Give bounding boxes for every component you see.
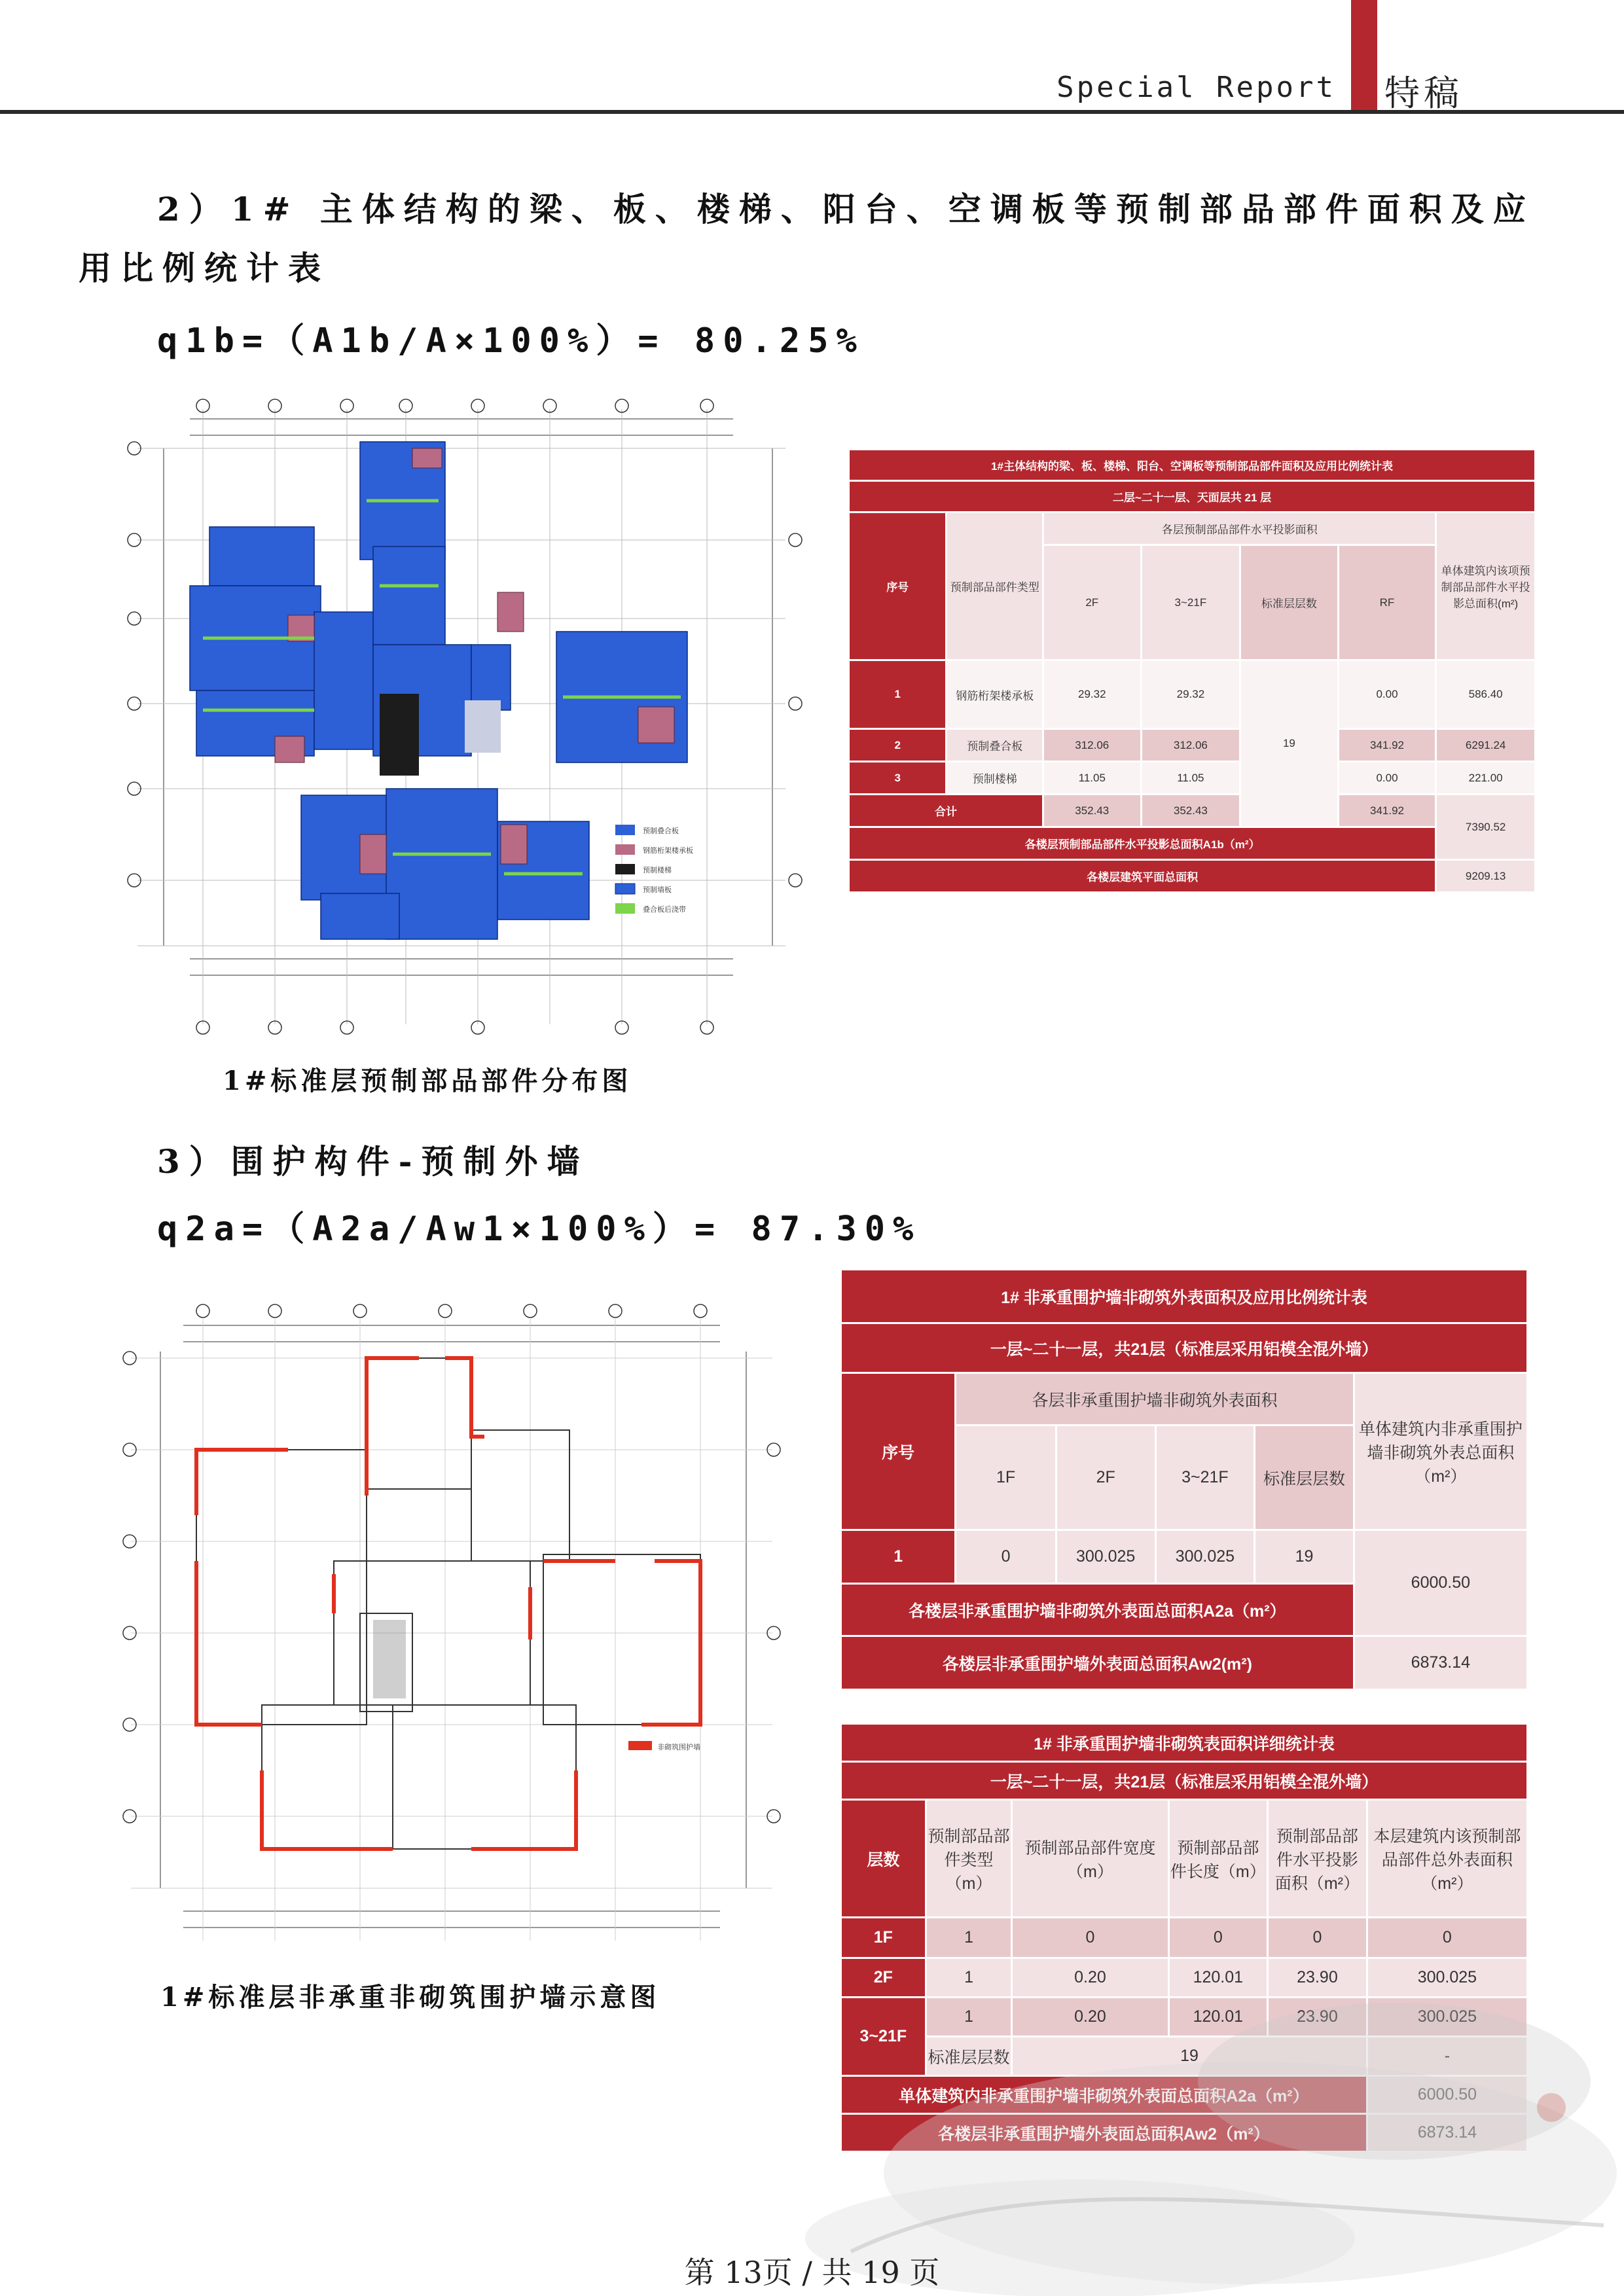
section2-formula: q1b=（A1b/A×100%）= 80.25%: [157, 321, 865, 361]
wall-col-group: 各层非承重围护墙非砌筑外表面积: [956, 1373, 1354, 1426]
wall-table-title: 1# 非承重围护墙非砌筑外表面积及应用比例统计表: [841, 1270, 1528, 1323]
table-row: 3 预制楼梯 11.05 11.05 0.00 221.00: [849, 762, 1536, 795]
wall-plan-legend-swatch: [628, 1741, 652, 1750]
page-number: 第 13页 / 共 19 页: [684, 2255, 940, 2290]
detail-col-width: 预制部品部件宽度（m）: [1012, 1800, 1168, 1918]
wall-col-321f: 3~21F: [1155, 1426, 1255, 1530]
header-section-en: Special Report: [1056, 71, 1336, 104]
svg-text:钢筋桁架楼承板: 钢筋桁架楼承板: [643, 846, 693, 855]
prefab-col-total: 单体建筑内该项预制部品部件水平投影总面积(m²): [1436, 512, 1536, 660]
prefab-col-std: 标准层层数: [1240, 545, 1338, 660]
watermark-drawing: [753, 1833, 1624, 2296]
detail-a2a-label: 单体建筑内非承重围护墙非砌筑外表面总面积A2a（m²）: [841, 2076, 1367, 2114]
wall-plan-drawing: [118, 1299, 785, 1954]
prefab-a-value: 9209.13: [1436, 860, 1536, 893]
wall-col-seq: 序号: [841, 1373, 956, 1530]
wall-col-1f: 1F: [956, 1426, 1056, 1530]
prefab-col-type: 预制部品部件类型: [947, 512, 1043, 660]
wall-area-table: [840, 1268, 1528, 1691]
detail-std-label: 标准层层数: [926, 2037, 1012, 2076]
table-row: 1F 1 0 0 0 0: [841, 1918, 1528, 1958]
section2-heading: 2）1# 主体结构的梁、板、楼梯、阳台、空调板等预制部品部件面积及应用比例统计表: [79, 190, 1535, 287]
header-section-cn: 特稿: [1384, 73, 1463, 114]
detail-col-length: 预制部品部件长度（m）: [1168, 1800, 1268, 1918]
section3-formula: q2a=（A2a/Aw1×100%）= 87.30%: [157, 1210, 922, 1249]
wall-a2a-label: 各楼层非承重围护墙非砌筑外表面总面积A2a（m²）: [841, 1584, 1354, 1636]
wall-aw2-value: 6873.14: [1354, 1636, 1527, 1690]
svg-text:预制叠合板: 预制叠合板: [643, 827, 679, 835]
prefab-col-2f: 2F: [1043, 545, 1141, 660]
wall-col-2f: 2F: [1056, 1426, 1155, 1530]
section3-figure-caption: 1#标准层非承重非砌筑围护墙示意图: [160, 1982, 660, 2013]
header-accent-bar: [1351, 0, 1377, 113]
detail-std-value: 19: [1012, 2037, 1367, 2076]
prefab-col-321f: 3~21F: [1141, 545, 1240, 660]
svg-text:预制墙板: 预制墙板: [643, 886, 672, 894]
wall-detail-title: 1# 非承重围护墙非砌筑表面积详细统计表: [841, 1724, 1528, 1762]
wall-col-std: 标准层层数: [1255, 1426, 1354, 1530]
prefab-plan-legend: [615, 825, 635, 914]
prefab-sum-total: 7390.52: [1436, 795, 1536, 860]
standard-floor-prefab-plan: [124, 396, 805, 1041]
detail-std-total: -: [1367, 2037, 1527, 2076]
svg-text:预制楼梯: 预制楼梯: [643, 866, 672, 874]
prefab-area-table: [848, 448, 1536, 893]
section2-figure-caption: 1#标准层预制部品部件分布图: [223, 1066, 632, 1096]
prefab-table-subtitle: 二层~二十一层、天面层共 21 层: [849, 481, 1536, 512]
detail-col-total: 本层建筑内该预制部品部件总外表面积（m²）: [1367, 1800, 1527, 1918]
wall-aw2-label: 各楼层非承重围护墙外表面总面积Aw2(m²): [841, 1636, 1354, 1690]
svg-text:叠合板后浇带: 叠合板后浇带: [643, 905, 686, 914]
detail-col-floor: 层数: [841, 1800, 926, 1918]
prefab-col-seq: 序号: [849, 512, 947, 660]
table-row: 1 钢筋桁架楼承板 29.32 29.32 19 0.00 586.40: [849, 660, 1536, 729]
detail-col-proj: 预制部品部件水平投影面积（m²）: [1268, 1800, 1367, 1918]
prefab-col-group: 各层预制部品部件水平投影面积: [1043, 512, 1435, 545]
wall-table-subtitle: 一层~二十一层，共21层（标准层采用铝模全混外墙）: [841, 1323, 1528, 1373]
detail-col-type: 预制部品部件类型（m）: [926, 1800, 1012, 1918]
prefab-plan-drawing: [124, 396, 805, 1041]
prefab-col-rf: RF: [1338, 545, 1436, 660]
detail-aw2-value: 6873.14: [1367, 2114, 1527, 2152]
detail-aw2-label: 各楼层非承重围护墙外表面总面积Aw2（m²）: [841, 2114, 1367, 2152]
header-rule: [0, 110, 1624, 114]
detail-a2a-value: 6000.50: [1367, 2076, 1527, 2114]
table-row: 2 预制叠合板 312.06 312.06 341.92 6291.24: [849, 729, 1536, 762]
table-row: 1 0 300.025 300.025 19 6000.50: [841, 1530, 1528, 1584]
wall-total: 6000.50: [1354, 1530, 1527, 1636]
wall-col-total: 单体建筑内非承重围护墙非砌筑外表总面积（m²）: [1354, 1373, 1527, 1530]
table-row: 合计 352.43 352.43 341.92 7390.52: [849, 795, 1536, 827]
section3-heading: 3）围护构件-预制外墙: [157, 1142, 589, 1181]
svg-text:非砌筑围护墙: 非砌筑围护墙: [657, 1743, 700, 1751]
prefab-table-title: 1#主体结构的梁、板、楼梯、阳台、空调板等预制部品部件面积及应用比例统计表: [849, 450, 1536, 481]
prefab-a1b-label: 各楼层预制部品部件水平投影总面积A1b（m²）: [849, 827, 1436, 860]
ink-wash-watermark: [753, 1833, 1624, 2296]
table-row: 2F 1 0.20 120.01 23.90 300.025: [841, 1958, 1528, 1998]
standard-floor-wall-plan: [118, 1299, 785, 1954]
prefab-std-floors: 19: [1240, 660, 1338, 827]
table-row: 3~21F 1 0.20 120.01 23.90 300.025: [841, 1998, 1528, 2037]
prefab-sum-label: 合计: [849, 795, 1043, 827]
wall-detail-subtitle: 一层~二十一层，共21层（标准层采用铝模全混外墙）: [841, 1762, 1528, 1800]
prefab-a-label: 各楼层建筑平面总面积: [849, 860, 1436, 893]
